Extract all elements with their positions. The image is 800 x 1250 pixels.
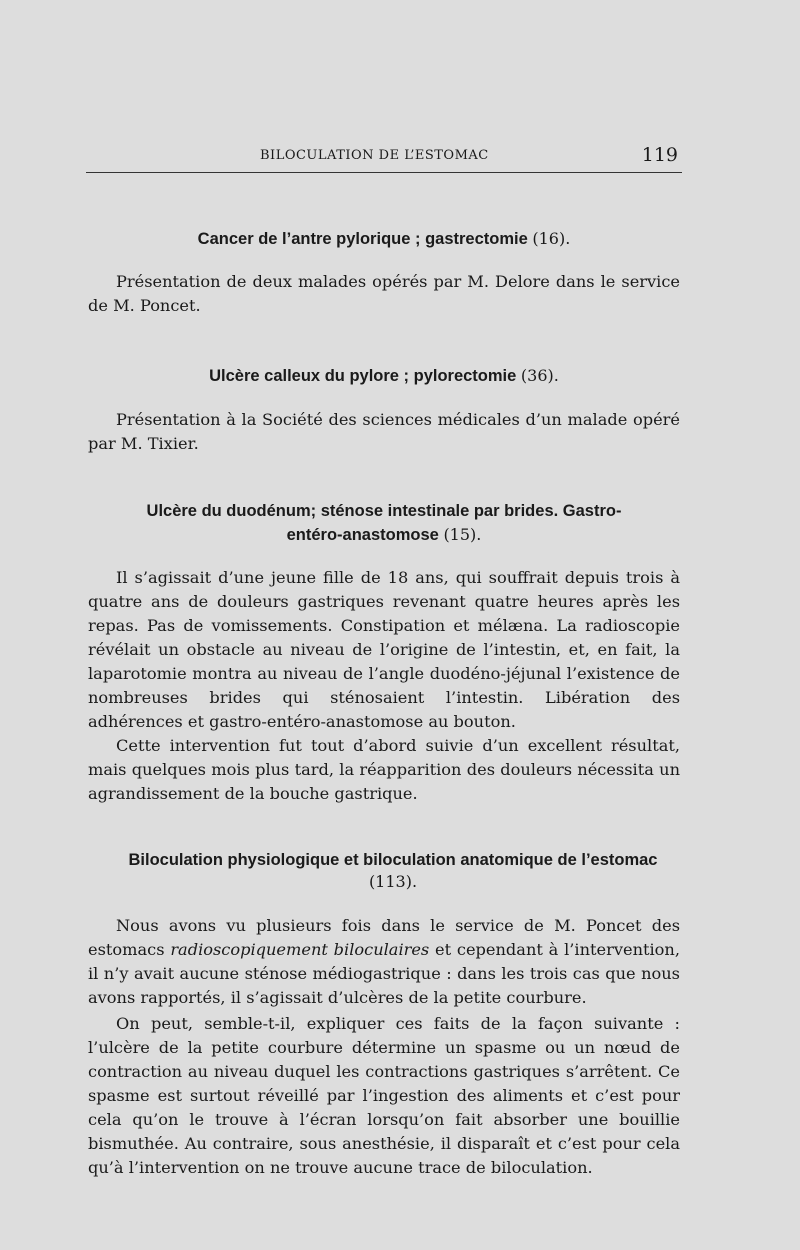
paragraph-duodenum-2: Cette intervention fut tout d’abord suivie d’un excellent résultat, mais quelques mois plus tard, la réapparition des douleurs nécessita un agrandissement de la bouche gastrique. bbox=[88, 736, 680, 803]
heading-ref: (36). bbox=[520, 366, 559, 385]
text-run: Nous avons vu plusieurs fois dans le service de M. Poncet des estomacs bbox=[88, 916, 680, 959]
heading-ref: (15). bbox=[443, 525, 482, 544]
italic-term: radioscopiquement biloculaires bbox=[170, 940, 430, 959]
paragraph-duodenum-1: Il s’agissait d’une jeune fille de 18 ans, qui souffrait depuis trois à quatre ans de douleurs gastriques revenant quatre heures après les repas. Pas de vomissements. Constipation et mélæna. La radioscopie révélait un obstacle au niveau de l’origine de l’intestin, et, en fait, la laparotomie montra au niveau de l’angle duodéno-jéjunal l’existence de nombreuses brides qui sténosaient l’intestin. Libération des adhérences et gastro-entéro-anastomose au bouton. bbox=[88, 568, 680, 731]
running-head bbox=[86, 144, 682, 168]
section-heading-biloculation bbox=[88, 851, 698, 891]
paragraph-cancer: Présentation de deux malades opérés par M. Delore dans le service de M. Poncet. bbox=[88, 272, 680, 315]
heading-line-1: Ulcère du duodénum; sténose intestinale par brides. Gastro- bbox=[146, 502, 622, 520]
section-heading-cancer bbox=[88, 229, 680, 249]
section-heading-duodenum bbox=[88, 502, 680, 545]
header-rule bbox=[86, 172, 682, 173]
text-run: et cependant à l’intervention, il n’y avait aucune sténose médiogastrique : dans les trois cas que nous avons rapportés, il s’agissait d’ulcères de la petite courbure. bbox=[88, 940, 680, 1007]
paragraph-ulcere-calleux: Présentation à la Société des sciences médicales d’un malade opéré par M. Tixier. bbox=[88, 410, 680, 453]
page-number: 119 bbox=[641, 144, 678, 166]
heading-ref: (113). bbox=[368, 872, 418, 891]
heading-ref: (16). bbox=[532, 229, 571, 248]
heading-text: Ulcère calleux du pylore ; pylorectomie bbox=[209, 367, 517, 385]
heading-line-2: entéro-anastomose bbox=[286, 526, 439, 544]
section-heading-ulcere-calleux bbox=[88, 366, 680, 386]
paragraph-biloculation-1 bbox=[88, 914, 680, 1010]
paragraph-biloculation-2: On peut, semble-t-il, expliquer ces faits de la façon suivante : l’ulcère de la petite courbure détermine un spasme ou un nœud de contraction au niveau duquel les contractions gastriques s’arrêtent. Ce spasme est surtout réveillé par l’ingestion des aliments et c’est pour cela qu’on le trouve à l’écran lorsqu’on fait absorber une bouillie bismuthée. Au contraire, sous anesthésie, il disparaît et c’est pour cela qu’à l’intervention on ne trouve aucune trace de biloculation. bbox=[88, 1014, 680, 1177]
running-head-title: BILOCULATION DE L’ESTOMAC bbox=[260, 148, 489, 163]
heading-text: Biloculation physiologique et biloculation anatomique de l’estomac bbox=[128, 851, 658, 869]
heading-text: Cancer de l’antre pylorique ; gastrectomie bbox=[197, 230, 528, 248]
